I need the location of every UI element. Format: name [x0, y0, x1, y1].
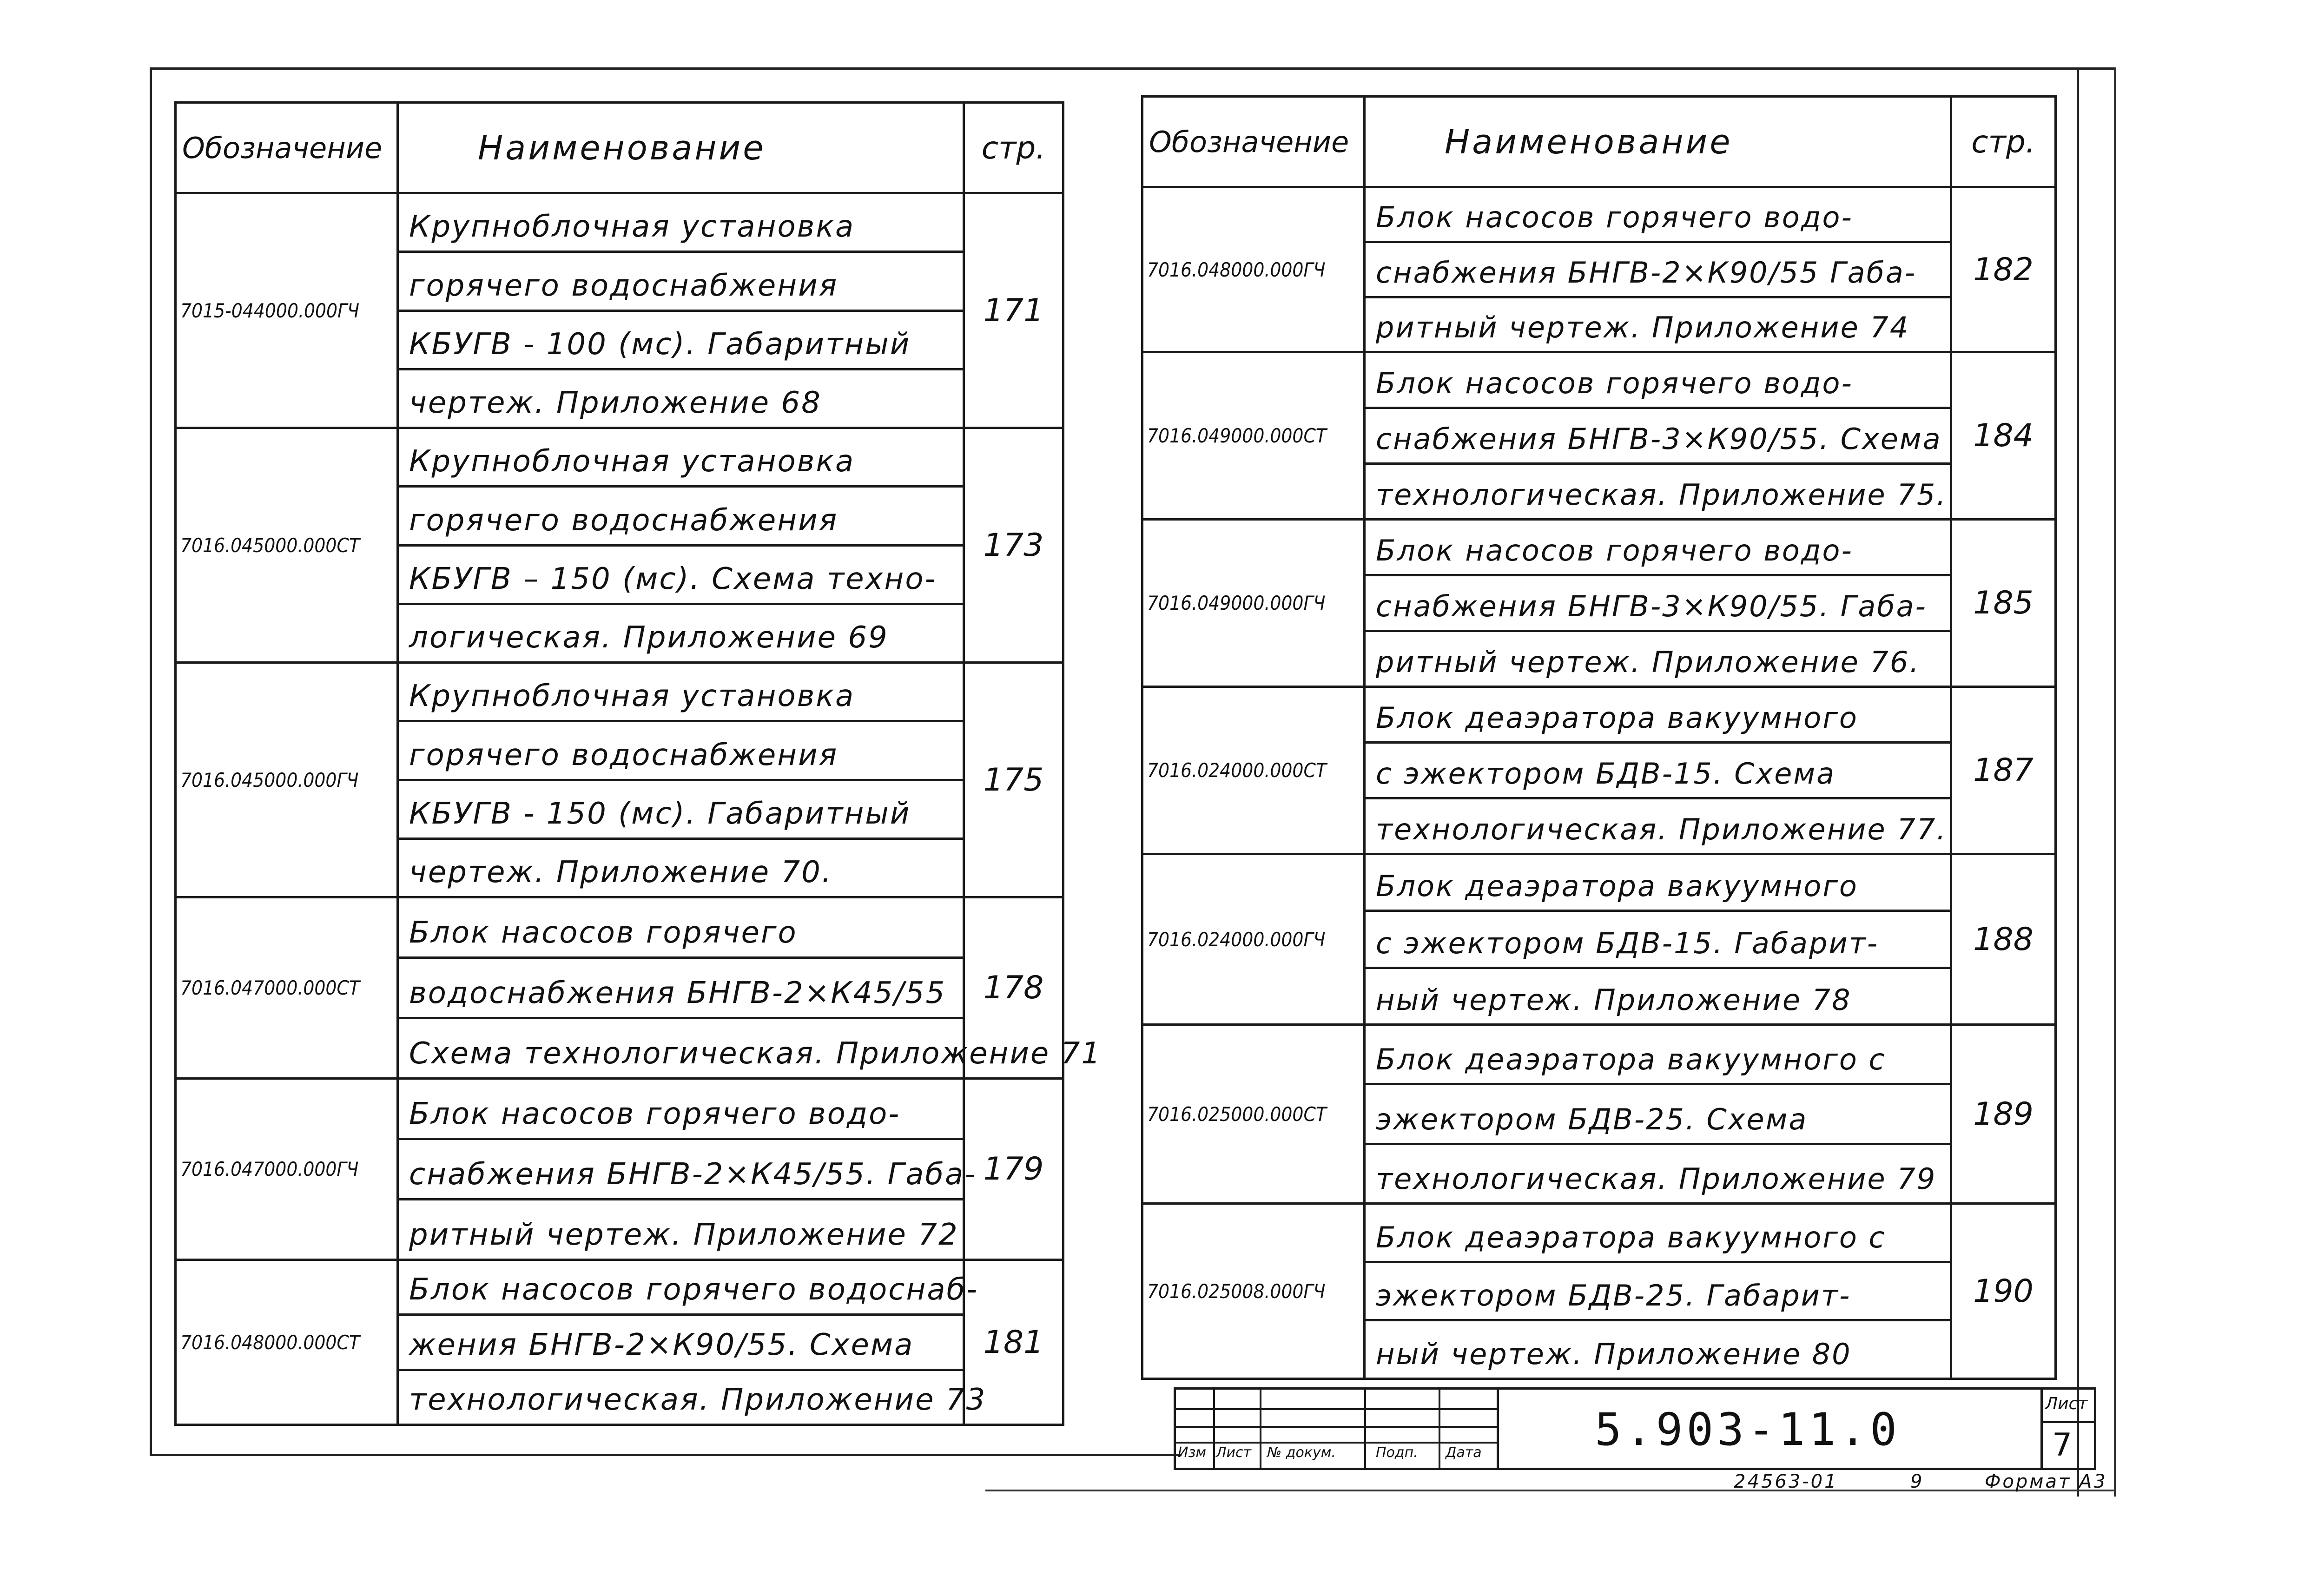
sheet-number: 7	[2052, 1427, 2073, 1464]
name-line: технологическая. Приложение 77.	[1376, 812, 1947, 846]
name-line: снабжения БНГВ-3×К90/55. Схема	[1366, 409, 1950, 465]
name-line: жения БНГВ-2×К90/55. Схема	[399, 1316, 963, 1371]
name-line: КБУГВ - 150 (мс). Габаритный	[399, 781, 963, 840]
frame-bottom-line	[150, 1454, 1182, 1456]
name-line: горячего водоснабжения	[399, 722, 963, 781]
column-header-name: Наименование	[398, 103, 964, 193]
page-cell: 175	[964, 663, 1063, 897]
designation-cell: 7016.045000.000ГЧ	[176, 663, 398, 897]
table-row	[176, 663, 1063, 897]
name-line: технологическая. Приложение 79	[1376, 1161, 1937, 1196]
grid-line	[1213, 1390, 1215, 1468]
designation-cell: 7016.048000.000ГЧ	[1142, 187, 1365, 352]
name-line: Блок деаэратора вакуумного с	[1366, 1026, 1950, 1085]
name-line: КБУГВ – 150 (мс). Схема техно-	[399, 547, 963, 605]
table-row	[176, 1079, 1063, 1260]
page-cell: 184	[1951, 352, 2056, 520]
name-cell	[1365, 1025, 1951, 1204]
left-index-table	[174, 101, 1102, 1426]
header-row	[176, 103, 1063, 193]
designation-cell: 7015-044000.000ГЧ	[176, 193, 398, 428]
label-date: Дата	[1446, 1444, 1482, 1461]
grid-line	[1364, 1390, 1366, 1468]
label-sheet: Лист	[1216, 1444, 1252, 1461]
name-line: КБУГВ - 100 (мс). Габаритный	[399, 312, 963, 370]
name-line: горячего водоснабжения	[399, 488, 963, 546]
name-line: чертеж. Приложение 68	[409, 386, 822, 420]
table-row	[1142, 1025, 2056, 1204]
name-line: эжектором БДВ-25. Схема	[1366, 1085, 1950, 1145]
name-line: ритный чертеж. Приложение 72	[409, 1218, 959, 1252]
frame-inner-right-line	[2077, 67, 2079, 1497]
table-row	[1142, 520, 2056, 687]
name-line: Крупноблочная установка	[399, 429, 963, 488]
name-cell	[1365, 520, 1951, 687]
name-cell	[1365, 352, 1951, 520]
designation-cell: 7016.024000.000ГЧ	[1142, 854, 1365, 1025]
name-cell	[1365, 1204, 1951, 1379]
page-cell: 178	[964, 897, 1063, 1079]
page-cell: 173	[964, 428, 1063, 663]
name-line: Блок деаэратора вакуумного	[1366, 855, 1950, 912]
table-row	[176, 428, 1063, 663]
designation-cell: 7016.045000.000СТ	[176, 428, 398, 663]
name-line: с эжектором БДВ-15. Схема	[1366, 744, 1950, 799]
page-cell: 187	[1951, 687, 2056, 854]
name-line: эжектором БДВ-25. Габарит-	[1366, 1263, 1950, 1322]
name-line: ный чертеж. Приложение 80	[1376, 1337, 1852, 1372]
name-line: снабжения БНГВ-2×К45/55. Габа-	[399, 1140, 963, 1200]
table-row	[1142, 352, 2056, 520]
designation-cell: 7016.047000.000ГЧ	[176, 1079, 398, 1260]
sheet-cell-divider	[2040, 1421, 2094, 1423]
name-line: с эжектором БДВ-15. Габарит-	[1366, 912, 1950, 969]
table-row	[1142, 854, 2056, 1025]
designation-cell: 7016.049000.000СТ	[1142, 352, 1365, 520]
frame-left-line	[150, 67, 152, 1455]
table-row	[1142, 187, 2056, 352]
name-cell	[1365, 187, 1951, 352]
name-line: горячего водоснабжения	[399, 253, 963, 311]
name-line: Блок деаэратора вакуумного	[1366, 688, 1950, 744]
label-change: Изм	[1178, 1444, 1207, 1461]
title-block-divider	[1497, 1390, 1499, 1468]
column-header-code: Обозначение	[1142, 97, 1365, 187]
name-line: ритный чертеж. Приложение 76.	[1376, 645, 1921, 679]
sheet-column-divider	[2040, 1390, 2043, 1468]
page-cell: 181	[964, 1260, 1063, 1425]
name-line: логическая. Приложение 69	[409, 620, 889, 655]
page-cell: 185	[1951, 520, 2056, 687]
name-line: технологическая. Приложение 75.	[1376, 478, 1947, 512]
table-row	[176, 1260, 1063, 1425]
designation-cell: 7016.024000.000СТ	[1142, 687, 1365, 854]
name-cell	[398, 1260, 987, 1425]
column-header-code: Обозначение	[176, 103, 398, 193]
name-cell	[1365, 687, 1951, 854]
label-document-no: № докум.	[1267, 1444, 1336, 1461]
frame-top-line	[150, 67, 2115, 70]
name-line: снабжения БНГВ-3×К90/55. Габа-	[1366, 576, 1950, 632]
grid-line	[1176, 1442, 1497, 1444]
name-line: Схема технологическая. Приложение 71	[409, 1036, 1102, 1071]
name-line: Блок насосов горячего водо-	[399, 1080, 963, 1140]
page-cell: 190	[1951, 1204, 2056, 1379]
name-line: Блок насосов горячего	[399, 898, 963, 959]
name-line: Блок насосов горячего водо-	[1366, 521, 1950, 576]
table-row	[176, 193, 1063, 428]
header-row	[1142, 97, 2056, 187]
designation-cell: 7016.048000.000СТ	[176, 1260, 398, 1425]
name-line: Блок насосов горячего водо-	[1366, 353, 1950, 409]
name-cell	[398, 428, 964, 663]
column-header-page: стр.	[1951, 97, 2056, 187]
table-row	[176, 897, 1063, 1079]
name-line: водоснабжения БНГВ-2×К45/55	[399, 959, 963, 1019]
name-cell	[398, 193, 964, 428]
page-cell: 182	[1951, 187, 2056, 352]
sheet-label: Лист	[2045, 1394, 2088, 1413]
name-line: Блок деаэратора вакуумного с	[1366, 1205, 1950, 1263]
table-row	[1142, 687, 2056, 854]
name-line: ритный чертеж. Приложение 74	[1376, 310, 1910, 344]
frame-extension-line	[985, 1490, 2115, 1491]
title-block	[1174, 1387, 2096, 1470]
grid-line	[1260, 1390, 1261, 1468]
frame-outer-right-line	[2114, 67, 2116, 1497]
label-signature: Подп.	[1376, 1444, 1418, 1461]
page-cell: 179	[964, 1079, 1063, 1260]
inventory-number: 24563-01	[1734, 1471, 1838, 1492]
table-row	[1142, 1204, 2056, 1379]
name-line: снабжения БНГВ-2×К90/55 Габа-	[1366, 243, 1950, 298]
designation-cell: 7016.025000.000СТ	[1142, 1025, 1365, 1204]
name-line: технологическая. Приложение 73	[409, 1382, 987, 1417]
page-cell: 171	[964, 193, 1063, 428]
name-line: Блок насосов горячего водоснаб-	[399, 1261, 963, 1316]
name-line: Блок насосов горячего водо-	[1366, 188, 1950, 243]
name-cell	[1365, 854, 1951, 1025]
name-line: Крупноблочная установка	[399, 194, 963, 253]
column-header-page: стр.	[964, 103, 1063, 193]
page-mark: 9	[1910, 1471, 1924, 1492]
name-cell	[398, 1079, 977, 1260]
grid-line	[1176, 1426, 1497, 1428]
format-label: Формат А3	[1985, 1471, 2107, 1492]
designation-cell: 7016.047000.000СТ	[176, 897, 398, 1079]
page-cell: 188	[1951, 854, 2056, 1025]
name-line: ный чертеж. Приложение 78	[1376, 983, 1852, 1017]
designation-cell: 7016.025008.000ГЧ	[1142, 1204, 1365, 1379]
name-line: Крупноблочная установка	[399, 664, 963, 722]
name-cell	[398, 663, 964, 897]
page-cell: 189	[1951, 1025, 2056, 1204]
document-number: 5.903-11.0	[1595, 1404, 1901, 1456]
revision-grid	[1176, 1390, 1497, 1468]
column-header-name: Наименование	[1365, 97, 1951, 187]
grid-line	[1439, 1390, 1440, 1468]
right-index-table	[1141, 95, 2057, 1380]
designation-cell: 7016.049000.000ГЧ	[1142, 520, 1365, 687]
grid-line	[1176, 1408, 1497, 1410]
name-line: чертеж. Приложение 70.	[409, 855, 833, 890]
